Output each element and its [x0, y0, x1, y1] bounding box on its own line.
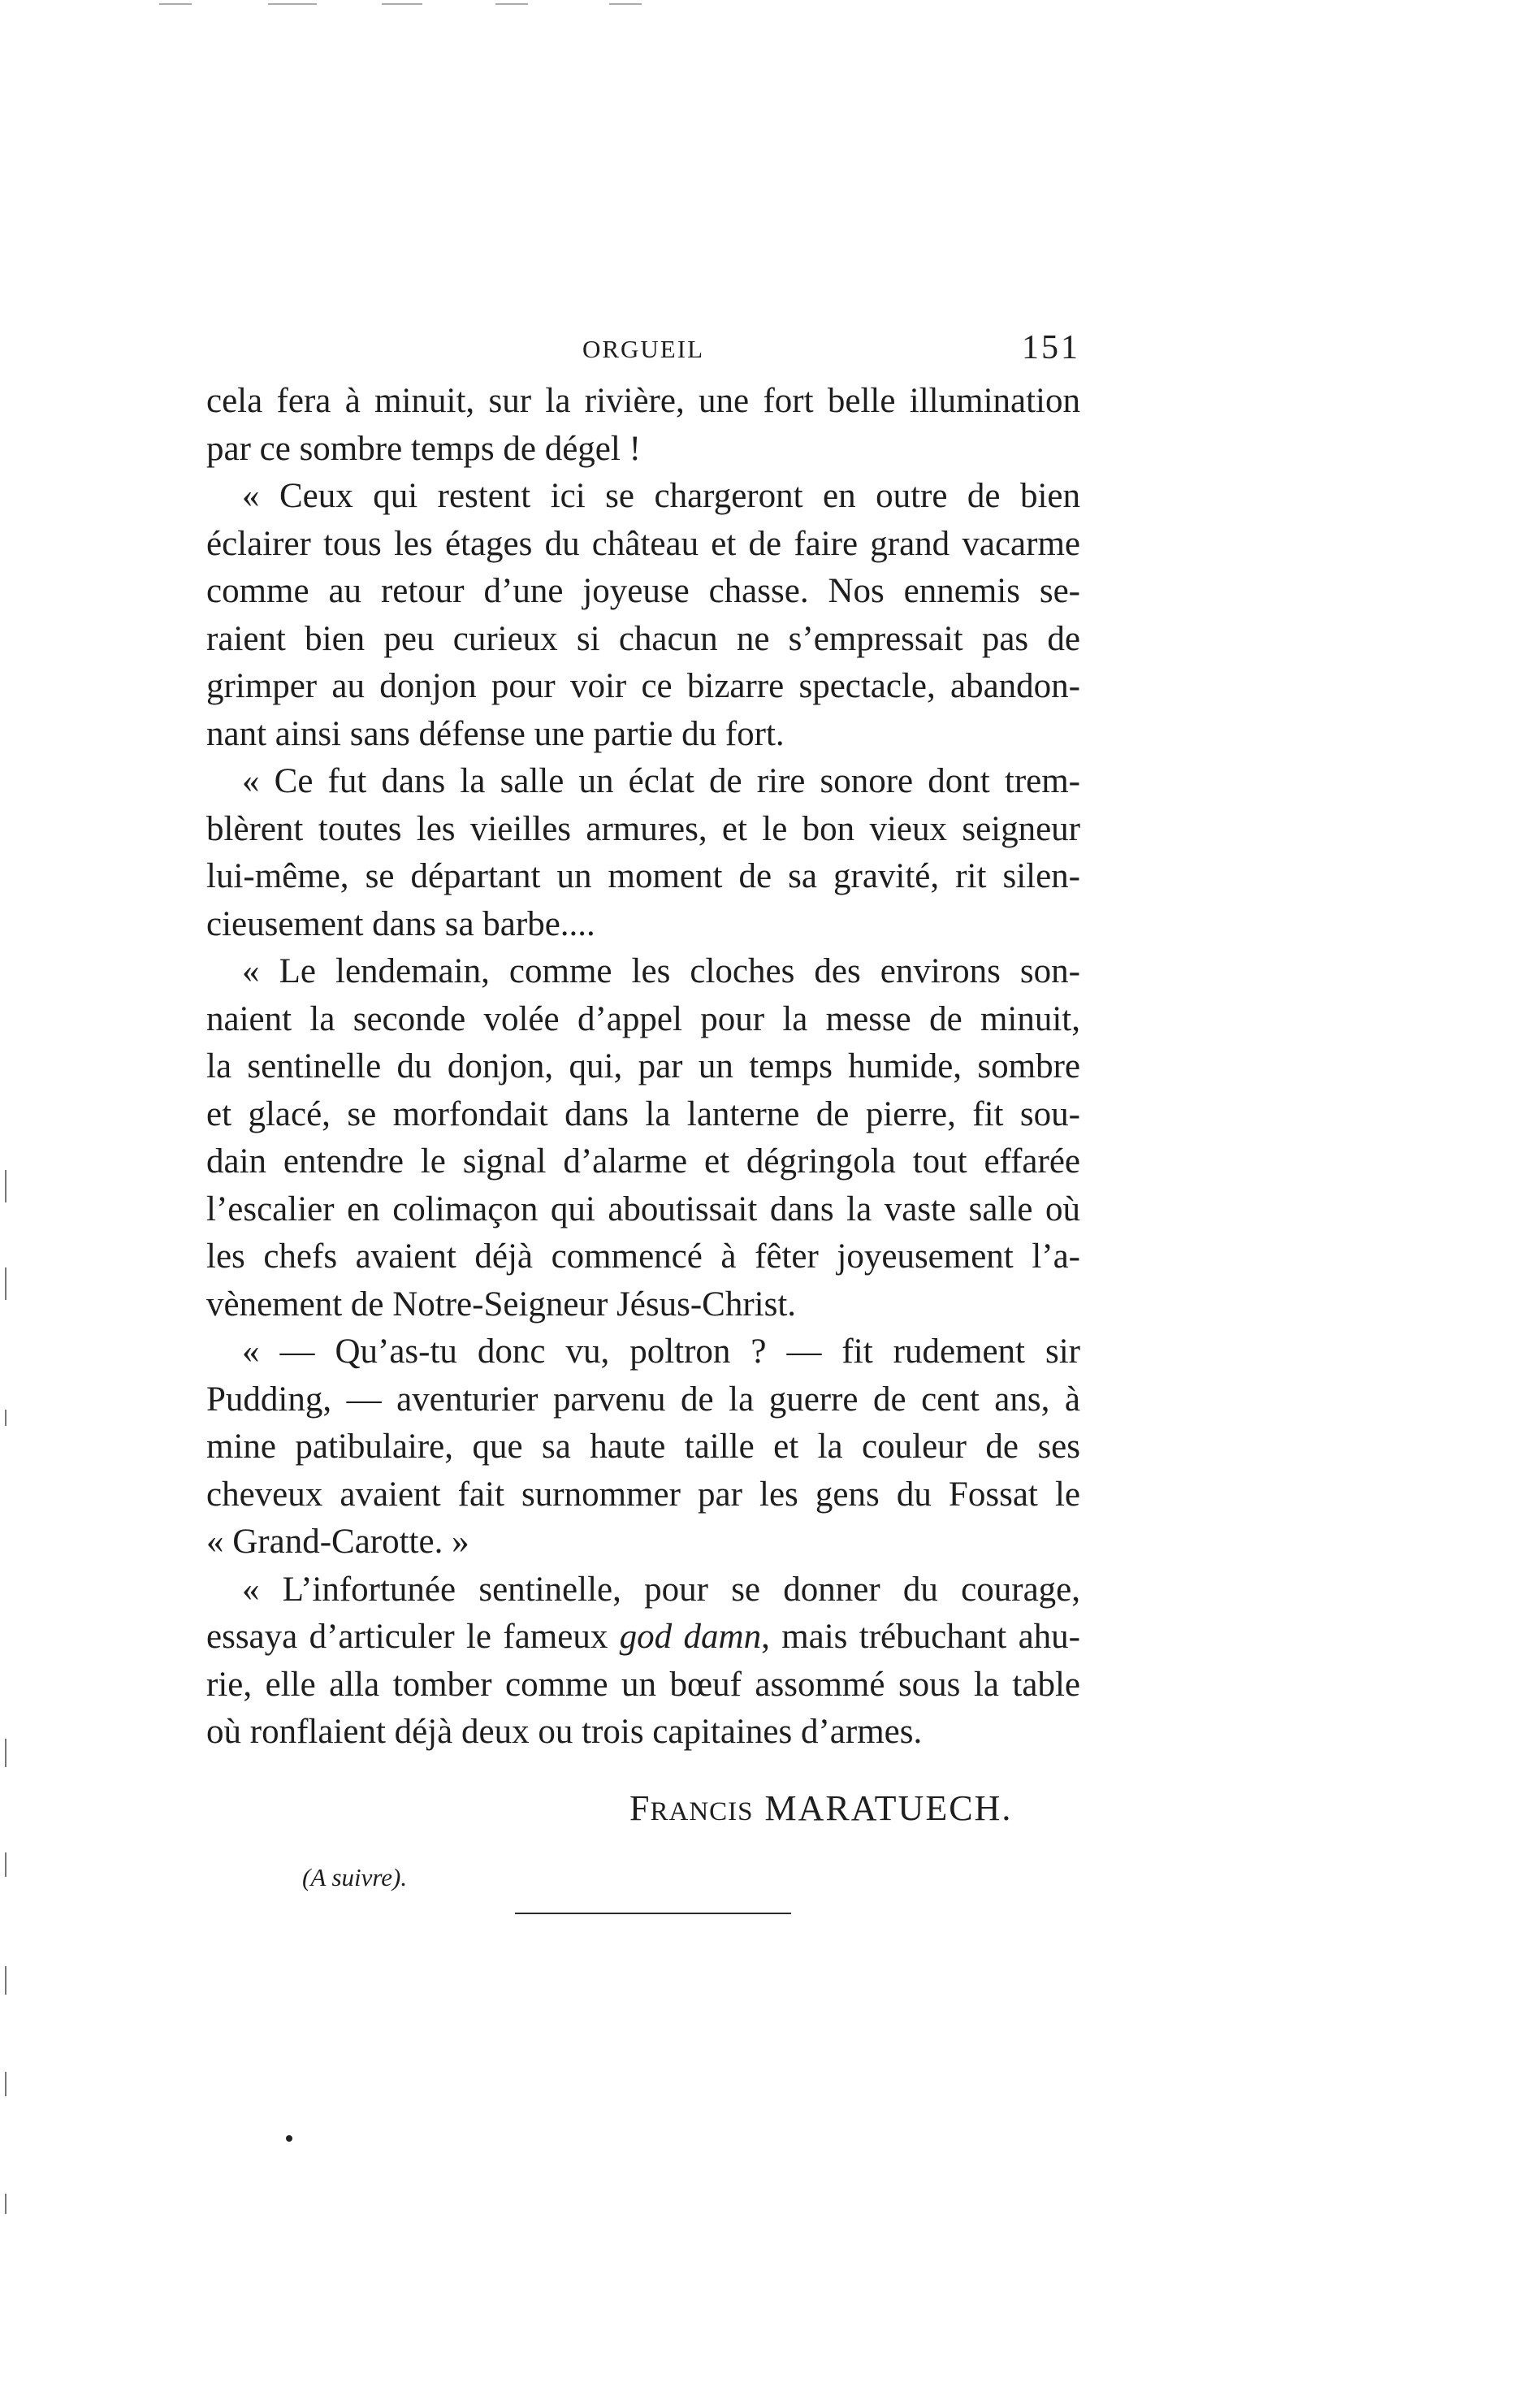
text-line: vènement de Notre-Seigneur Jésus-Christ.: [206, 1285, 797, 1324]
running-head: [206, 325, 1080, 374]
text-line: nant ainsi sans défense une partie du fort.: [206, 714, 785, 753]
author-first-name-rest: RANCIS: [650, 1797, 754, 1826]
ink-speck: [286, 2135, 292, 2142]
text-line: lui-même, se départant un moment de sa gravité, rit silen-: [206, 857, 1080, 895]
scan-artifact: [495, 3, 528, 5]
scan-artifact: [382, 3, 422, 5]
text-line: grimper au donjon pour voir ce bizarre spectacle, abandon-: [206, 667, 1080, 705]
scan-artifact: [5, 1410, 6, 1426]
text-line: dain entendre le signal d’alarme et dégringola tout effarée: [206, 1142, 1080, 1181]
text-line: « Ce fut dans la salle un éclat de rire sonore dont trem-: [242, 762, 1080, 800]
text-line: et glacé, se morfondait dans la lanterne de pierre, fit sou-: [206, 1094, 1080, 1133]
scan-artifact: [5, 1267, 6, 1300]
scan-artifact: [5, 1966, 6, 1995]
scan-artifact: [268, 3, 317, 5]
running-title: ORGUEIL: [582, 335, 705, 363]
text-line: « Le lendemain, comme les cloches des environs son-: [242, 952, 1080, 990]
text-line: par ce sombre temps de dégel !: [206, 429, 641, 468]
text-line: blèrent toutes les vieilles armures, et le bon vieux seigneur: [206, 809, 1080, 848]
to-be-continued-note: (A suivre).: [302, 1863, 408, 1891]
text-segment: , mais trébuchant ahu-: [761, 1618, 1080, 1656]
text-line: la sentinelle du donjon, qui, par un temps humide, sombre: [206, 1047, 1080, 1085]
scan-artifact: [159, 3, 192, 5]
text-line: où ronflaient déjà deux ou trois capitaines d’armes.: [206, 1713, 923, 1751]
text-line: cela fera à minuit, sur la rivière, une fort belle illumination: [206, 382, 1080, 420]
scan-artifact: [5, 1852, 6, 1877]
text-line: « Grand-Carotte. »: [206, 1523, 469, 1561]
text-line: « — Qu’as-tu donc vu, poltron ? — fit rudement sir: [242, 1332, 1080, 1371]
scan-artifact: [5, 1739, 6, 1767]
text-line: naient la seconde volée d’appel pour la messe de minuit,: [206, 999, 1080, 1038]
text-line: Pudding, — aventurier parvenu de la guerre de cent ans, à: [206, 1380, 1080, 1419]
text-line: mine patibulaire, que sa haute taille et la couleur de ses: [206, 1428, 1080, 1466]
scan-artifact: [5, 2194, 6, 2214]
scan-artifact: [5, 1170, 6, 1202]
text-line: cheveux avaient fait surnommer par les gens du Fossat le: [206, 1475, 1080, 1514]
italic-phrase: god damn: [619, 1618, 762, 1656]
text-line: comme au retour d’une joyeuse chasse. Nos ennemis se-: [206, 572, 1080, 610]
text-line: l’escalier en colimaçon qui aboutissait dans la vaste salle où: [206, 1189, 1080, 1228]
text-line: rie, elle alla tomber comme un bœuf assommé sous la table: [206, 1665, 1080, 1704]
author-signature: [629, 1787, 1012, 1829]
author-first-initial: F: [629, 1788, 651, 1828]
text-line: éclairer tous les étages du château et de faire grand vacarme: [206, 524, 1080, 563]
text-line: [206, 1614, 1080, 1662]
text-segment: essaya d’articuler le fameux: [206, 1618, 620, 1656]
text-line: raient bien peu curieux si chacun ne s’empressait pas de: [206, 619, 1080, 658]
text-line: « L’infortunée sentinelle, pour se donner du courage,: [242, 1570, 1080, 1609]
text-line: « Ceux qui restent ici se chargeront en outre de bien: [242, 477, 1080, 515]
scan-artifact: [609, 3, 642, 5]
scan-artifact: [5, 2072, 6, 2096]
text-line: les chefs avaient déjà commencé à fêter joyeusement l’a-: [206, 1237, 1080, 1276]
end-rule: [515, 1913, 791, 1914]
author-surname: MARATUECH.: [764, 1788, 1013, 1828]
text-line: cieusement dans sa barbe....: [206, 904, 595, 943]
body-text: [206, 378, 1080, 1757]
page-number: 151: [1022, 329, 1080, 366]
